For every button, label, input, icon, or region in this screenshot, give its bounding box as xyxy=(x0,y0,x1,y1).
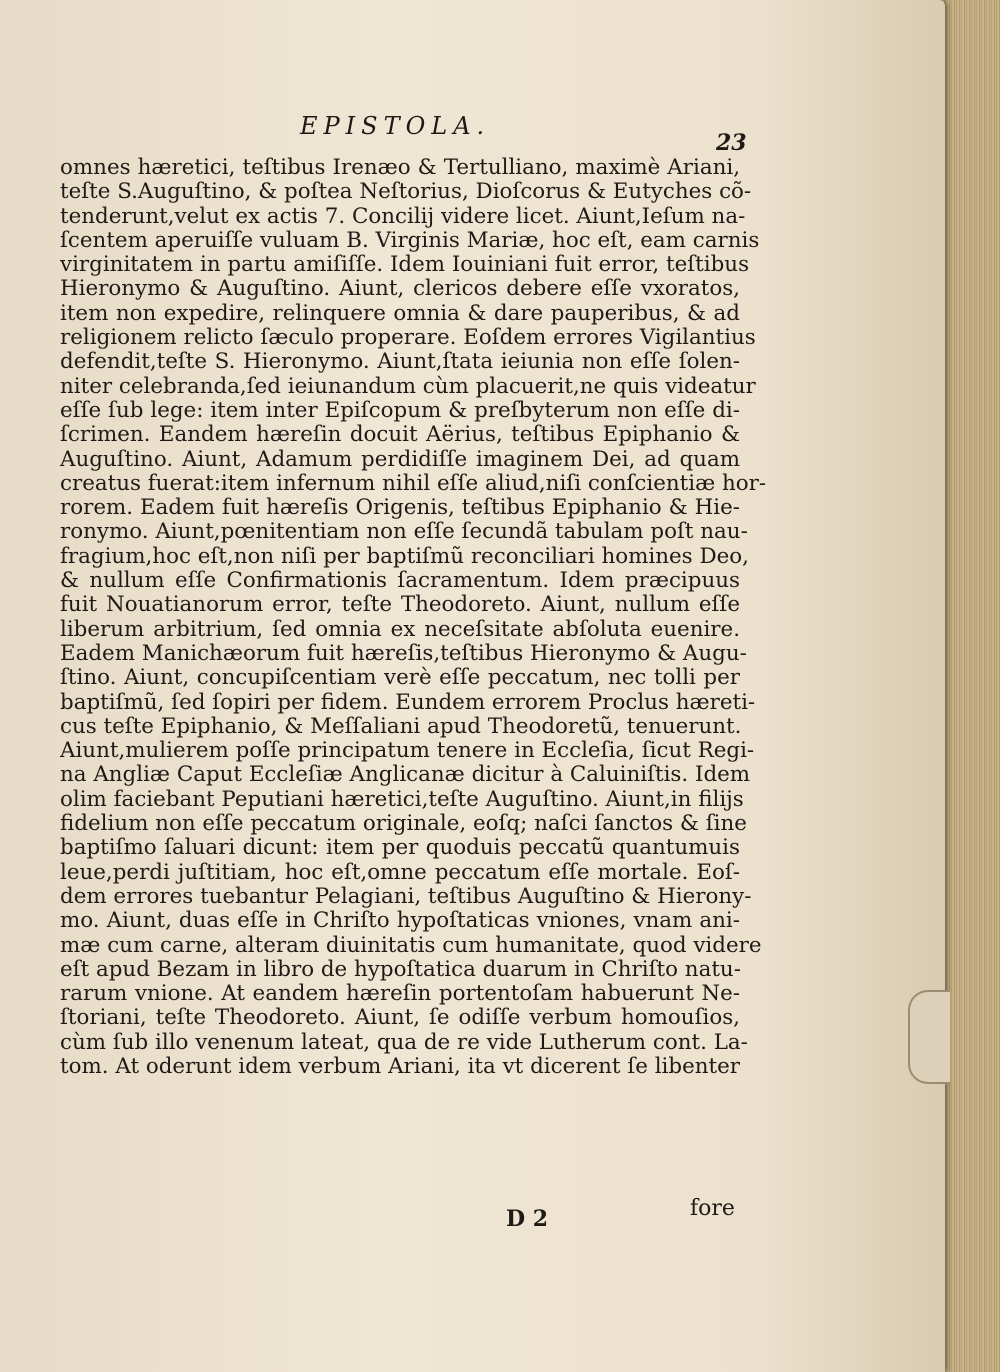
text-line: Hieronymo & Auguſtino. Aiunt, clericos debere eſſe vxoratos, xyxy=(60,276,740,302)
text-line: item non expedire, relinquere omnia & dare pauperibus, & ad xyxy=(60,300,740,326)
text-line: ſtoriani, teſte Theodoreto. Aiunt, ſe odiſſe verbum homouſios, xyxy=(60,1005,740,1031)
text-line: liberum arbitrium, ſed omnia ex neceſsitate abſoluta euenire. xyxy=(60,616,740,642)
text-line: religionem relicto ſæculo properare. Eoſdem errores Vigilantius xyxy=(60,325,756,351)
text-line: fragium,hoc eſt,non niſi per baptiſmũ reconciliari homines Deo, xyxy=(60,543,749,569)
text-line: ſcentem aperuiſſe vuluam B. Virginis Mariæ, hoc eſt, eam carnis xyxy=(60,227,760,253)
text-line: leue,perdi juſtitiam, hoc eſt,omne peccatum eſſe mortale. Eoſ- xyxy=(60,859,740,885)
text-line: creatus fuerat:item infernum nihil eſſe aliud,niſi conſcientiæ hor- xyxy=(60,470,767,496)
signature-mark: D 2 xyxy=(506,1206,549,1232)
text-line: & nullum eſſe Confirmationis ſacramentum. Idem præcipuus xyxy=(60,568,740,594)
text-line: baptiſmũ, ſed ſopiri per fidem. Eundem errorem Proclus hæreti- xyxy=(60,689,756,715)
page-footer xyxy=(60,1196,740,1236)
folio-number: 23 xyxy=(716,130,747,156)
text-line: cùm ſub illo venenum lateat, qua de re vide Lutherum cont. La- xyxy=(60,1029,748,1055)
text-line: eſt apud Bezam in libro de hypoſtatica duarum in Chriſto natu- xyxy=(60,956,741,982)
page-clip xyxy=(908,990,950,1084)
text-line: ſtino. Aiunt, concupiſcentiam verè eſſe peccatum, nec tolli per xyxy=(60,665,740,691)
text-line: mo. Aiunt, duas eſſe in Chriſto hypoſtaticas vniones, vnam ani- xyxy=(60,908,740,934)
text-line: virginitatem in partu amiſiſſe. Idem Iouiniani fuit error, teſtibus xyxy=(60,252,750,278)
text-line: fuit Nouatianorum error, teſte Theodoreto. Aiunt, nullum eſſe xyxy=(60,592,740,618)
text-line: teſte S.Auguſtino, & poſtea Neſtorius, Dioſcorus & Eutyches cõ- xyxy=(60,179,752,205)
text-line: omnes hæretici, teſtibus Irenæo & Tertulliano, maximè Ariani, xyxy=(60,155,740,180)
text-line: eſſe ſub lege: item inter Epiſcopum & preſbyterum non eſſe di- xyxy=(60,397,740,423)
text-line: rarum vnione. At eandem hæreſin portentoſam habuerunt Ne- xyxy=(60,981,740,1007)
text-line: cus teſte Epiphanio, & Meſſaliani apud Theodoretũ, tenuerunt. xyxy=(60,713,742,739)
text-line: tenderunt,velut ex actis 7. Concilij videre licet. Aiunt,Ieſum na- xyxy=(60,203,746,229)
catchword: fore xyxy=(690,1196,735,1221)
body-text xyxy=(60,155,767,1079)
text-line: na Angliæ Caput Eccleſiæ Anglicanæ dicitur à Caluiniſtis. Idem xyxy=(60,762,751,788)
running-head: EPISTOLA. xyxy=(300,112,491,140)
text-line: dem errores tuebantur Pelagiani, teſtibus Auguſtino & Hierony- xyxy=(60,883,752,909)
text-line: tom. At oderunt idem verbum Ariani, ita vt dicerent ſe libenter xyxy=(60,1053,740,1079)
text-line: defendit,teſte S. Hieronymo. Aiunt,ſtata ieiunia non eſſe ſolen- xyxy=(60,349,740,375)
text-line: fidelium non eſſe peccatum originale, eoſq; naſci ſanctos & ſine xyxy=(60,811,747,837)
text-line: ſcrimen. Eandem hæreſin docuit Aërius, teſtibus Epiphanio & xyxy=(60,422,740,448)
text-line: rorem. Eadem fuit hæreſis Origenis, teſtibus Epiphanio & Hie- xyxy=(60,495,740,521)
text-line: Eadem Manichæorum fuit hæreſis,teſtibus Hieronymo & Augu- xyxy=(60,640,747,666)
text-line: baptiſmo ſaluari dicunt: item per quoduis peccatũ quantumuis xyxy=(60,835,740,861)
text-line: olim faciebant Peputiani hæretici,teſte Auguſtino. Aiunt,in filijs xyxy=(60,786,744,812)
text-line: Aiunt,mulierem poſſe principatum tenere in Eccleſia, ſicut Regi- xyxy=(60,738,755,764)
text-line: mæ cum carne, alteram diuinitatis cum humanitate, quod videre xyxy=(60,932,762,958)
text-line: ronymo. Aiunt,pœnitentiam non eſſe ſecundã tabulam poſt nau- xyxy=(60,519,748,545)
text-line: niter celebranda,ſed ieiunandum cùm placuerit,ne quis videatur xyxy=(60,373,756,399)
text-line: Auguſtino. Aiunt, Adamum perdidiſſe imaginem Dei, ad quam xyxy=(60,446,740,472)
